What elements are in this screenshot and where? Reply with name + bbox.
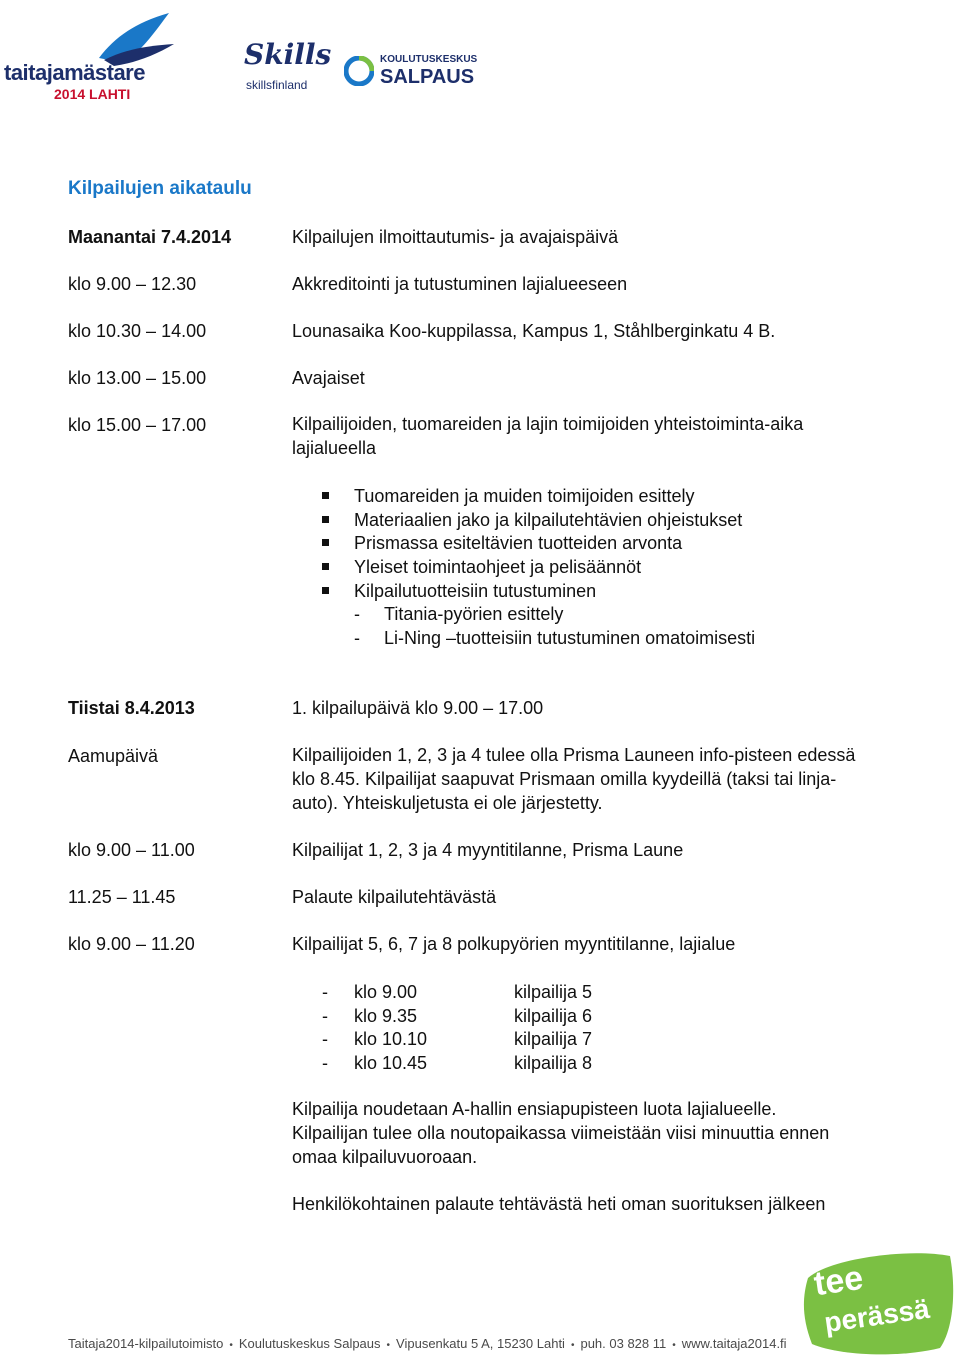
salpaus-logo <box>344 52 484 92</box>
schedule-text: Kilpailijoiden, tuomareiden ja lajin toimijoiden yhteistoiminta-aika lajialueella <box>292 414 804 458</box>
list-item-text: Kilpailutuotteisiin tutustuminen <box>354 581 597 601</box>
schedule-time: klo 10.30 – 14.00 <box>68 321 207 341</box>
list-item-text: Yleiset toimintaohjeet ja pelisäännöt <box>354 557 642 577</box>
dash-bullet-icon: - <box>322 982 328 1002</box>
taitaja-logo-name: taitajamästare <box>4 60 145 85</box>
dash-bullet-icon: - <box>322 1053 328 1073</box>
schedule-text: Akkreditointi ja tutustuminen lajialueeseen <box>292 274 628 294</box>
monday-heading-text: Kilpailujen ilmoittautumis- ja avajaispäivä <box>292 227 619 247</box>
badge-line2: perässä <box>822 1292 932 1339</box>
square-bullet-icon <box>322 516 329 523</box>
schedule-time: klo 9.00 – 11.00 <box>68 840 195 860</box>
dot-separator-icon: • <box>570 1340 575 1351</box>
dot-separator-icon: • <box>229 1340 233 1351</box>
dash-bullet-icon: - <box>322 1006 328 1026</box>
taitaja-logo <box>4 8 184 102</box>
sub-list-item-text: Titania-pyörien esittely <box>384 604 564 624</box>
schedule-time: klo 9.00 – 12.30 <box>68 274 197 294</box>
dash-bullet-icon: - <box>354 628 360 648</box>
salpaus-mark-icon <box>344 56 374 86</box>
square-bullet-icon <box>322 492 329 499</box>
schedule-time: klo 15.00 – 17.00 <box>68 415 207 435</box>
schedule-time: klo 9.00 – 11.20 <box>68 934 195 954</box>
feedback-note: Henkilökohtainen palaute tehtävästä heti oman suorituksen jälkeen <box>292 1194 826 1214</box>
dash-bullet-icon: - <box>354 604 360 624</box>
schedule-time: 11.25 – 11.45 <box>68 887 176 907</box>
page-footer <box>68 1336 787 1351</box>
list-item-text: Prismassa esiteltävien tuotteiden arvonta <box>354 533 683 553</box>
list-item-text: Tuomareiden ja muiden toimijoiden esittely <box>354 486 695 506</box>
schedule-text: Avajaiset <box>292 368 365 388</box>
footer-address: Vipusenkatu 5 A, 15230 Lahti <box>396 1336 565 1351</box>
footer-website[interactable]: www.taitaja2014.fi <box>681 1336 787 1351</box>
pickup-note: Kilpailija noudetaan A-hallin ensiapupisteen luota lajialueelle. Kilpailijan tulee olla noutopaikassa viimeistään viisi minuuttia ennen omaa kilpailuvuoroaan. <box>292 1099 830 1167</box>
dot-separator-icon: • <box>386 1340 391 1351</box>
slot-time: klo 10.45 <box>354 1053 428 1073</box>
footer-phone: puh. 03 828 11 <box>580 1336 667 1351</box>
slot-time: klo 9.35 <box>354 1006 418 1026</box>
tee-perassa-badge <box>800 1248 956 1358</box>
monday-heading-label: Maanantai 7.4.2014 <box>68 227 232 247</box>
square-bullet-icon <box>322 539 329 546</box>
tuesday-heading-label: Tiistai 8.4.2013 <box>68 698 195 718</box>
slot-competitor: kilpailija 7 <box>514 1029 593 1049</box>
taitaja-logo-year: 2014 LAHTI <box>54 86 131 102</box>
schedule-text: Kilpailijat 1, 2, 3 ja 4 myyntitilanne, Prisma Laune <box>292 840 684 860</box>
dash-bullet-icon: - <box>322 1029 328 1049</box>
skills-logo-mark: Skills <box>244 38 332 71</box>
schedule-time: klo 13.00 – 15.00 <box>68 368 207 388</box>
slot-time: klo 9.00 <box>354 982 418 1002</box>
tuesday-heading-text: 1. kilpailupäivä klo 9.00 – 17.00 <box>292 698 544 718</box>
schedule-text: Palaute kilpailutehtävästä <box>292 887 497 907</box>
sub-list-item <box>354 626 755 650</box>
skills-finland-logo <box>244 38 332 98</box>
page-title: Kilpailujen aikataulu <box>68 178 252 199</box>
dot-separator-icon: • <box>672 1340 676 1351</box>
sub-list-item <box>354 602 563 626</box>
salpaus-logo-line2: SALPAUS <box>380 66 475 88</box>
slot-competitor: kilpailija 8 <box>514 1053 593 1073</box>
slot-competitor: kilpailija 6 <box>514 1006 593 1026</box>
square-bullet-icon <box>322 587 329 594</box>
morning-text: Kilpailijoiden 1, 2, 3 ja 4 tulee olla Prisma Launeen info-pisteen edessä klo 8.45. Kilpailijat saapuvat Prismaan omilla kyydeillä (taksi tai linja-auto). Yhteiskuljetusta ei ole järjestetty. <box>292 745 856 813</box>
badge-line1: tee <box>811 1258 866 1304</box>
sub-list-item-text: Li-Ning –tuotteisiin tutustuminen omatoimisesti <box>384 628 756 648</box>
schedule-text: Kilpailijat 5, 6, 7 ja 8 polkupyörien myyntitilanne, lajialue <box>292 934 736 954</box>
skills-logo-sub: skillsfinland <box>246 78 308 92</box>
square-bullet-icon <box>322 563 329 570</box>
salpaus-logo-line1: KOULUTUSKESKUS <box>380 54 478 65</box>
schedule-text: Lounasaika Koo-kuppilassa, Kampus 1, Ståhlberginkatu 4 B. <box>292 321 776 341</box>
slot-time: klo 10.10 <box>354 1029 428 1049</box>
footer-office: Taitaja2014-kilpailutoimisto <box>68 1336 224 1351</box>
slot-competitor: kilpailija 5 <box>514 982 593 1002</box>
footer-organization: Koulutuskeskus Salpaus <box>238 1336 381 1351</box>
list-item-text: Materiaalien jako ja kilpailutehtävien ohjeistukset <box>354 510 743 530</box>
morning-label: Aamupäivä <box>68 746 159 766</box>
